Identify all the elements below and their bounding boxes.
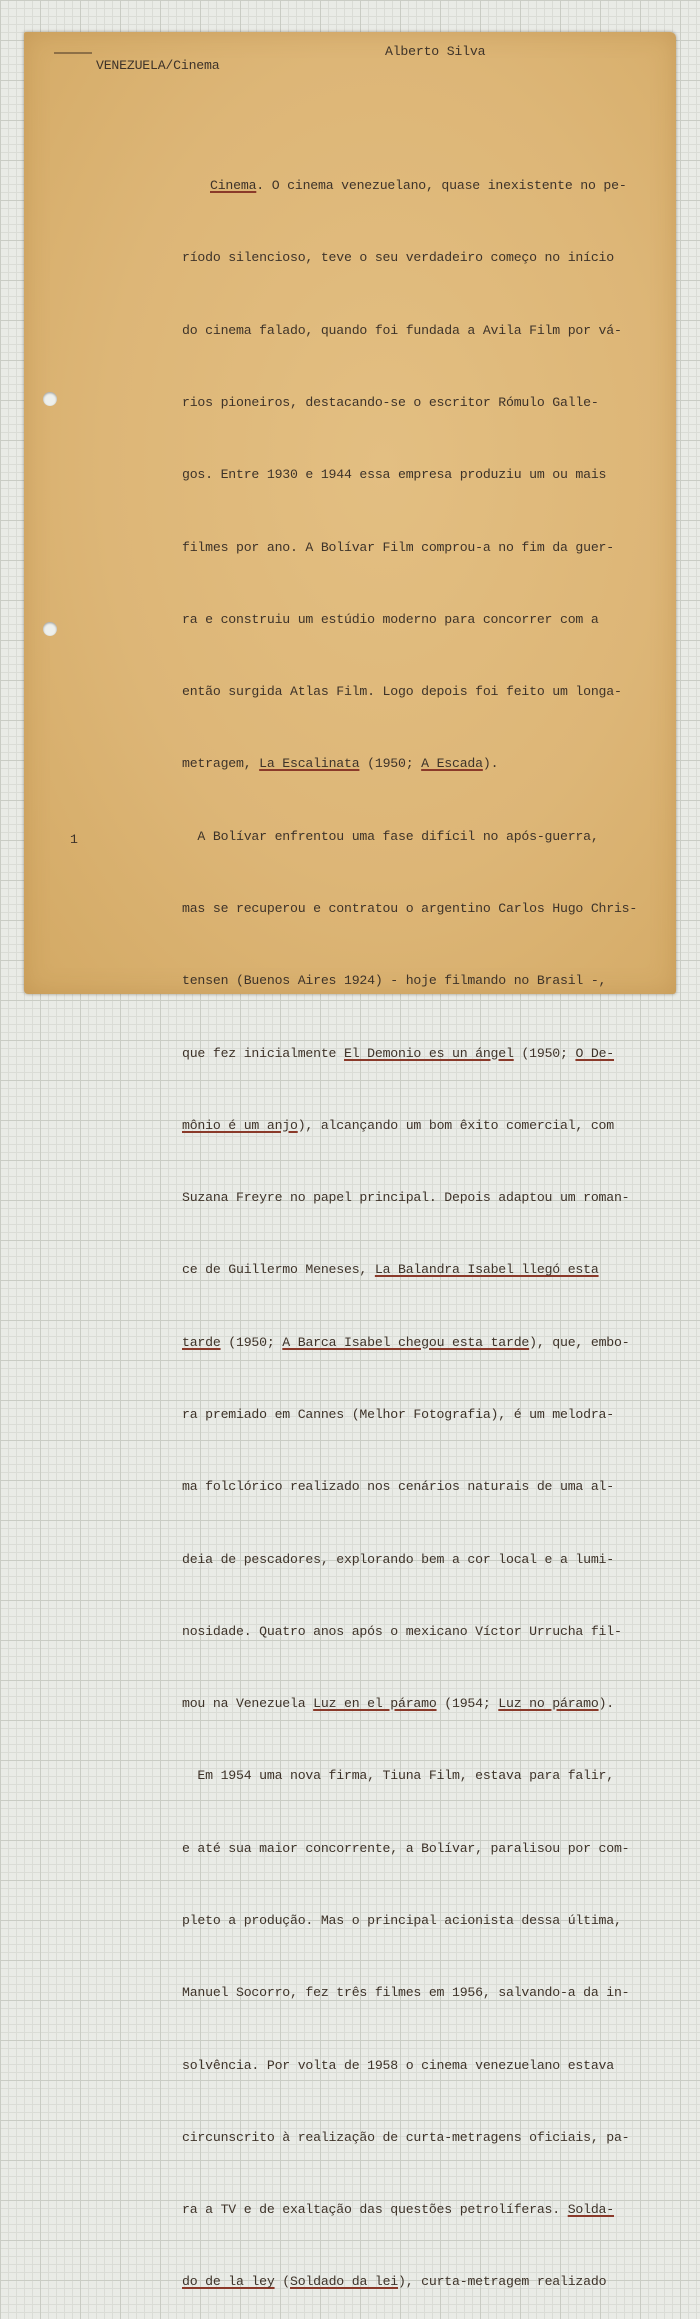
body-line: solvência. Por volta de 1958 o cinema venezuelano estava	[182, 2057, 614, 2073]
body-line: mônio é um anjo), alcançando um bom êxito comercial, com	[182, 1117, 614, 1133]
body-line: Manuel Socorro, fez três filmes em 1956, salvando-a da in-	[182, 1985, 630, 2001]
body-line: ra a TV e de exaltação das questões petrolíferas. Solda-	[182, 2202, 614, 2218]
body-line: ma folclórico realizado nos cenários naturais de uma al-	[182, 1479, 614, 1495]
body-line: mas se recuperou e contratou o argentino Carlos Hugo Chris-	[182, 901, 638, 916]
body-line: então surgida Atlas Film. Logo depois foi feito um longa-	[182, 684, 622, 700]
film-title: tarde	[182, 1334, 221, 1350]
film-title-translation: O De-	[575, 1045, 615, 1061]
body-line: tensen (Buenos Aires 1924) - hoje filmando no Brasil -,	[182, 973, 607, 989]
film-title: El Demonio es un ángel	[344, 1045, 514, 1061]
author-name: Alberto Silva	[385, 44, 486, 59]
punch-hole-bottom	[43, 622, 57, 636]
film-title-translation: Soldado da lei	[290, 2274, 399, 2290]
punch-hole-top	[43, 392, 57, 406]
body-line: Cinema. O cinema venezuelano, quase inexistente no pe-	[210, 178, 627, 194]
body-line: pleto a produção. Mas o principal acionista dessa última,	[182, 1912, 622, 1928]
body-line: Suzana Freyre no papel principal. Depois adaptou um roman-	[182, 1190, 630, 1206]
body-line: Em 1954 uma nova firma, Tiuna Film, estava para falir,	[182, 1768, 614, 1784]
body-line: nosidade. Quatro anos após o mexicano Víctor Urrucha fil-	[182, 1623, 622, 1639]
body-line: ce de Guillermo Meneses, La Balandra Isabel llegó esta	[182, 1262, 599, 1278]
film-title: Luz en el páramo	[313, 1696, 437, 1712]
body-line: tarde (1950; A Barca Isabel chegou esta tarde), que, embo-	[182, 1334, 630, 1350]
film-title-translation: Luz no páramo	[498, 1696, 599, 1712]
body-line: deia de pescadores, explorando bem a cor local e a lumi-	[182, 1551, 614, 1567]
body-line: mou na Venezuela Luz en el páramo (1954; Luz no páramo).	[182, 1696, 614, 1712]
body-line: do cinema falado, quando foi fundada a Avila Film por vá-	[182, 322, 622, 338]
body-line: ríodo silencioso, teve o seu verdadeiro começo no início	[182, 250, 614, 266]
section-heading: VENEZUELA/Cinema	[96, 58, 220, 73]
film-title: La Escalinata	[259, 756, 360, 772]
body-line: ra e construiu um estúdio moderno para concorrer com a	[182, 611, 599, 627]
article-body	[182, 126, 637, 2319]
film-title: Solda-	[567, 2202, 614, 2218]
film-title-translation: A Escada	[421, 756, 483, 772]
body-line: circunscrito à realização de curta-metragens oficiais, pa-	[182, 2129, 630, 2145]
body-line: filmes por ano. A Bolívar Film comprou-a no fim da guer-	[182, 539, 614, 555]
page-number: 1	[70, 832, 78, 847]
film-title: do de la ley	[182, 2274, 275, 2290]
body-line: e até sua maior concorrente, a Bolívar, paralisou por com-	[182, 1840, 630, 1856]
body-line: rios pioneiros, destacando-se o escritor Rómulo Galle-	[182, 395, 599, 411]
film-title: La Balandra Isabel llegó esta	[374, 1262, 599, 1278]
body-line: metragem, La Escalinata (1950; A Escada).	[182, 756, 499, 772]
underlined-term: Cinema	[210, 178, 257, 194]
body-line: A Bolívar enfrentou uma fase difícil no após-guerra,	[182, 828, 599, 844]
body-line: do de la ley (Soldado da lei), curta-metragem realizado	[182, 2274, 607, 2290]
pencil-mark	[54, 52, 92, 54]
body-line: gos. Entre 1930 e 1944 essa empresa produziu um ou mais	[182, 467, 607, 483]
body-line: ra premiado em Cannes (Melhor Fotografia), é um melodra-	[182, 1406, 614, 1422]
film-title-translation: A Barca Isabel chegou esta tarde	[282, 1334, 530, 1350]
film-title-translation: mônio é um anjo	[182, 1117, 298, 1133]
body-line: que fez inicialmente El Demonio es un ángel (1950; O De-	[182, 1045, 615, 1061]
